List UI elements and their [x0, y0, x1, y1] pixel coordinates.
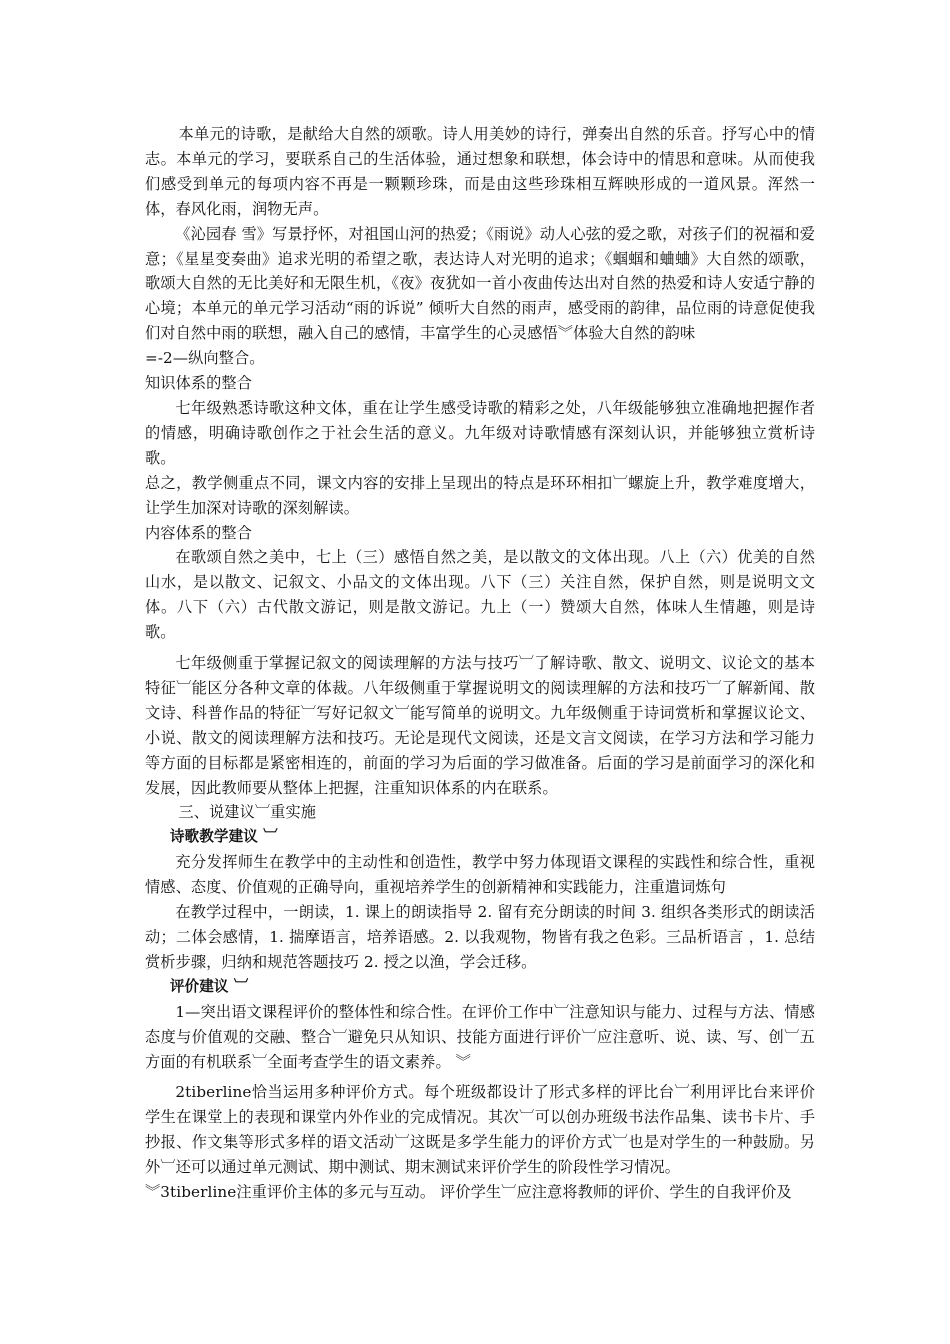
subheading-content-system: 内容体系的整合 [145, 523, 253, 542]
paragraph-evaluation-3: ︾3tiberline注重评价主体的多元与互动。 评价学生︺应注意将教师的评价、学生的自我评价及 [145, 1183, 792, 1202]
heading-evaluation: 评价建议 ︺ [169, 977, 249, 995]
heading-poetry-teaching: 诗歌教学建议 ︺ [169, 828, 278, 846]
paragraph-teaching-process: 在教学过程中，一朗读，1. 课上的朗读指导 2. 留有充分朗读的时间 3. 组织各类形式的朗读活动；二体会感情，1. 揣摩语言，培养语感。2. 以我观物，物皆有我之色彩。三品析语言 ，1. 总结赏析步骤，归纳和规范答题技巧 2. 授之以渔，学会迁移。 [145, 903, 815, 971]
paragraph-grade-focus: 七年级侧重于掌握记叙文的阅读理解的方法与技巧︺了解诗歌、散文、说明文、议论文的基本特征︺能区分各种文章的体裁。八年级侧重于掌握说明文的阅读理解的方法和技巧︺了解新闻、散文诗、科普作品的特征︺写好记叙文︺能写简单的说明文。九年级侧重于诗词赏析和掌握议论文、小说、散文的阅读理解方法和技巧。无论是现代文阅读，还是文言文阅读，在学习方法和学习能力等方面的目标都是紧密相连的，前面的学习为后面的学习做准备。后面的学习是前面学习的深化和发展，因此教师要从整体上把握，注重知识体系的内在联系。 [145, 654, 815, 797]
paragraph-evaluation-2: 2tiberline恰当运用多种评价方式。每个班级都设计了形式多样的评比台︺利用评比台来评价学生在课堂上的表现和课堂内外作业的完成情况。其次︺可以创办班级书法作品集、读书卡片、手抄报、作文集等形式多样的语文活动︺这既是多学生能力的评价方式︺也是对学生的一种鼓励。另外︺还可以通过单元测试、期中测试、期末测试来评价学生的阶段性学习情况。 [145, 1083, 815, 1177]
subheading-knowledge-system: 知识体系的整合 [145, 374, 253, 393]
paragraph-unit-intro: 本单元的诗歌，是献给大自然的颂歌。诗人用美妙的诗行，弹奏出自然的乐音。抒写心中的情志。本单元的学习，要联系自己的生活体验，通过想象和联想，体会诗中的情思和意味。从而使我们感受到单元的每项内容不再是一颗颗珍珠，而是由这些珍珠相互辉映形成的一道风景。浑然一体，春风化雨，润物无声。 [145, 125, 815, 218]
section-vertical-integration: =-2—纵向整合。 [145, 349, 265, 368]
paragraph-grade-poetry: 七年级熟悉诗歌这种文体，重在让学生感受诗歌的精彩之处，八年级能够独立准确地把握作者的情感，明确诗歌创作之于社会生活的意义。九年级对诗歌情感有深刻认识，并能够独立赏析诗歌。 [145, 398, 815, 467]
paragraph-teaching-principles: 充分发挥师生在教学中的主动性和创造性，教学中努力体现语文课程的实践性和综合性，重视情感、态度、价值观的正确导向，重视培养学生的创新精神和实践能力，注重遣词炼句 [145, 853, 815, 897]
paragraph-evaluation-1: 1—突出语文课程评价的整体性和综合性。在评价工作中︺注意知识与能力、过程与方法、情感态度与价值观的交融、整合︺避免只从知识、技能方面进行评价︺应注意听、说、读、写、创︺五方面的有机联系︺全面考查学生的语文素养。 ︾ [145, 1002, 815, 1071]
paragraph-summary: 总之，教学侧重点不同，课文内容的安排上呈现出的特点是环环相扣︺螺旋上升，教学难度增大，让学生加深对诗歌的深刻解读。 [145, 473, 815, 517]
paragraph-nature-units: 在歌颂自然之美中，七上（三）感悟自然之美，是以散文的文体出现。八上（六）优美的自然山水，是以散文、记叙文、小品文的文体出现。八下（三）关注自然，保护自然，则是说明文文体。八下（六）古代散文游记，则是散文游记。九上（一）赞颂大自然，体味人生情趣，则是诗歌。 [145, 548, 815, 642]
section-suggestions: 三、说建议︺重实施 [178, 803, 317, 822]
paragraph-poem-list: 《沁园春 雪》写景抒怀，对祖国山河的热爱；《雨说》动人心弦的爱之歌，对孩子们的祝福和爱意；《星星变奏曲》追求光明的希望之歌，表达诗人对光明的追求；《蝈蝈和蛐蛐》大自然的颂歌，歌颂大自然的无比美好和无限生机，《夜》夜犹如一首小夜曲传达出对自然的热爱和诗人安适宁静的心境；本单元的单元学习活动“雨的诉说” 倾听大自然的雨声，感受雨的韵律，品位雨的诗意促使我们对自然中雨的联想，融入自己的感情，丰富学生的心灵感悟︾体验大自然的韵味 [145, 224, 815, 343]
document-page [145, 122, 815, 1205]
